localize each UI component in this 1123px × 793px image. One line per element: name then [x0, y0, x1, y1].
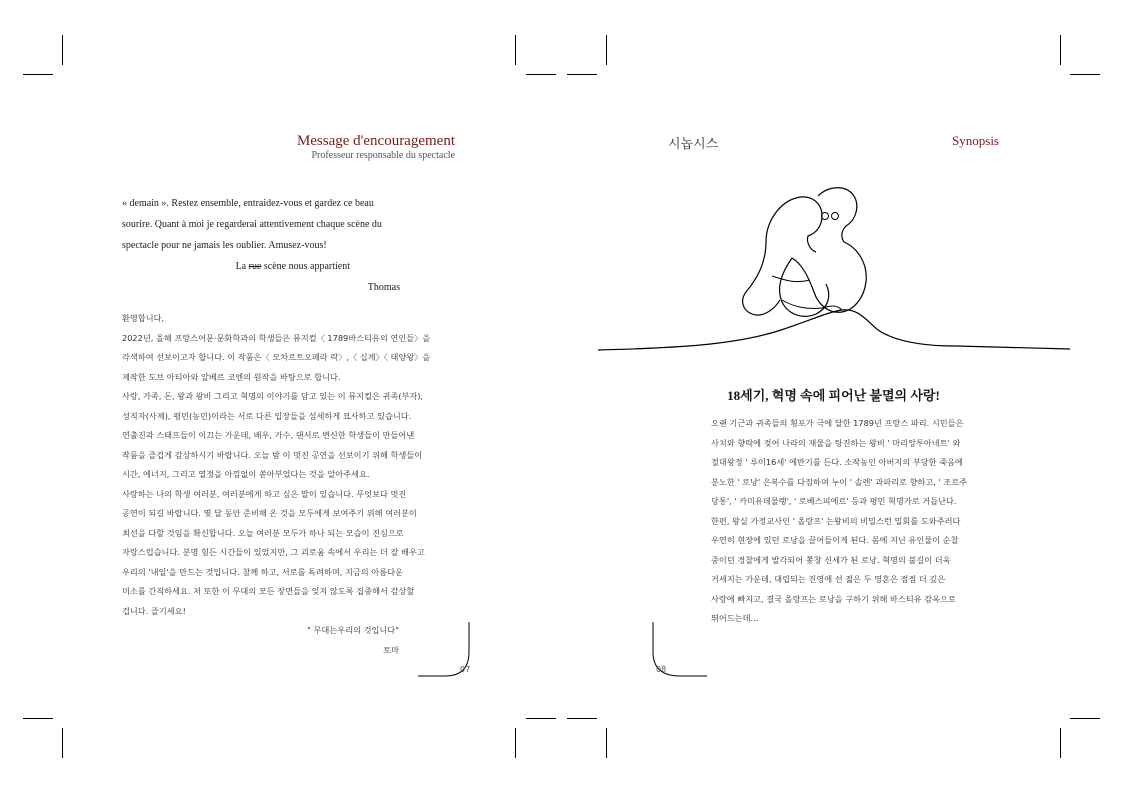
page-number: 08 — [656, 665, 667, 674]
crop-mark — [606, 728, 607, 758]
synopsis-title-fr: Synopsis — [952, 133, 999, 148]
french-message — [122, 193, 400, 298]
korean-line: 환영합니다, — [122, 313, 165, 323]
motto-line — [122, 256, 350, 277]
synopsis-line: 사랑에 빠지고, 결국 올랑프는 로낭을 구하기 위해 바스티유 감옥으로 — [711, 593, 956, 604]
korean-line: 겁니다. 즐기세요! — [122, 605, 186, 616]
crop-mark — [1060, 728, 1061, 758]
synopsis-line: 우연히 현장에 있던 로낭을 끌어들이게 된다. 몸에 지닌 유인물이 순찰 — [711, 535, 959, 545]
synopsis-title-ko: 시놉시스 — [668, 137, 719, 152]
french-line: « demain ». Restez ensemble, entraidez-vous et gardez ce beau — [122, 198, 374, 209]
synopsis-line: 분노한 ' 로낭' 은복수를 다짐하며 누이 ' 솔렌' 과파리로 향하고, ' 조르주 — [711, 476, 968, 487]
synopsis-line: 사치와 향락에 젖어 나라의 재물을 탕진하는 왕비 ' 마리앙투아네트' 와 — [711, 437, 961, 448]
crop-mark — [62, 35, 63, 65]
crop-mark — [23, 718, 53, 719]
crop-mark — [1070, 74, 1100, 75]
french-line: spectacle pour ne jamais les oublier. Amusez-vous! — [122, 240, 327, 251]
crop-mark — [606, 35, 607, 65]
synopsis-line: 절대왕정 ' 루이16세' 에반기를 든다. 소작농인 아버지의 부당한 죽음에 — [711, 457, 963, 467]
crop-mark — [567, 74, 597, 75]
crop-mark — [23, 74, 53, 75]
korean-line: 최선을 다할 것임을 확신합니다. 오늘 여러분 모두가 하나 되는 모습이 진심으로 — [122, 527, 404, 538]
korean-line: 각색하여 선보이고자 합니다. 이 작품은〈 모차르트오페라 락〉,〈 십계〉〈 태양왕〉을 — [122, 352, 431, 362]
korean-line: 제작한 도브 아티아와 알베르 코엔의 원작을 바탕으로 합니다. — [122, 371, 341, 382]
korean-line: 미소를 간직하세요. 저 또한 이 무대의 모든 장면들을 잊지 않도록 집중해서 감상할 — [122, 586, 415, 596]
page-subtitle: Professeur responsable du spectacle — [311, 150, 455, 161]
synopsis-line: 거세지는 가운데, 대립되는 진영에 선 젊은 두 영혼은 점점 더 깊은 — [711, 574, 946, 584]
korean-line: 사랑, 가족, 돈, 왕과 왕비 그리고 혁명의 이야기를 담고 있는 이 뮤지컬은 귀족(부자), — [122, 391, 424, 401]
crop-mark — [1070, 718, 1100, 719]
crop-mark — [62, 728, 63, 758]
korean-line: 성직자(사제), 평민(농민)이라는 서로 다른 입장들을 섬세하게 묘사하고 있습니다. — [122, 410, 412, 421]
quote-ko: " 무대는우리의 것입니다" — [307, 625, 399, 635]
page-title: Message d'encouragement — [296, 133, 455, 149]
synopsis-line: 당통', ' 카미유데물랭', ' 로베스피에르' 등과 평민 혁명가로 거듭난다. — [711, 496, 957, 506]
crop-mark — [526, 74, 556, 75]
synopsis-line: 중이던 경찰에게 발각되어 쫓창 신세가 된 로낭. 혁명의 불길이 더욱 — [711, 554, 951, 565]
synopsis-line: 뛰어드는데... — [711, 613, 759, 623]
motto-prefix: La — [235, 261, 249, 272]
korean-line: 연출진과 스태프들이 이끄는 가운데, 배우, 가수, 댄서로 변신한 학생들이 만들어낸 — [122, 430, 415, 440]
signature-ko: 토마 — [383, 644, 399, 655]
korean-line: 2022년, 올해 프랑스어문·문화학과의 학생들은 뮤지컬〈 1789바스티유의 연인들〉을 — [122, 332, 431, 343]
crop-mark — [567, 718, 597, 719]
synopsis-text — [711, 414, 981, 629]
korean-line: 자랑스럽습니다. 분명 힘든 시간들이 있었지만, 그 괴로움 속에서 우리는 더 잘 배우고 — [122, 547, 425, 557]
signature-fr: Thomas — [367, 282, 400, 293]
synopsis-line: 한편, 왕실 가정교사인 ' 올랑프' 는왕비의 비밀스런 밀회를 도와주러다 — [711, 515, 961, 526]
korean-line: 우리의 '내일'을 만드는 것입니다. 참께 하고, 서로를 독려하며, 지금의 아름다운 — [122, 566, 403, 577]
korean-line: 작품을 즐겁게 감상하시기 바랍니다. 오늘 밤 이 멋진 공연을 선보이기 위해 학생들이 — [122, 449, 423, 460]
motto-suffix: scène nous appartient — [261, 261, 350, 272]
crop-mark — [1060, 35, 1061, 65]
french-line: sourire. Quant à moi je regarderai attentivement chaque scène du — [122, 219, 382, 230]
page-number: 07 — [460, 665, 471, 674]
motto-struck-word: rue — [248, 261, 262, 272]
synopsis-line: 오랜 기근과 귀족들의 횡포가 극에 달한 1789년 프랑스 파리. 시민들은 — [711, 418, 964, 428]
synopsis-headline: 18세기, 혁명 속에 피어난 불멸의 사랑! — [727, 388, 940, 403]
couple-line-art-illustration — [596, 180, 1072, 356]
korean-message — [122, 309, 431, 660]
korean-line: 공연이 되길 바랍니다. 몇 달 동안 준비해 온 것을 모두에게 보여주기 위해 여러분이 — [122, 508, 417, 518]
crop-mark — [526, 718, 556, 719]
crop-mark — [515, 35, 516, 65]
korean-line: 시간, 에너지, 그리고 열정을 아낌없이 쏟아부었다는 것을 알아주세요. — [122, 469, 370, 479]
korean-line: 사랑하는 나의 학생 여러분, 여러분에게 하고 싶은 말이 있습니다. 무엇보다 멋진 — [122, 488, 407, 499]
crop-mark — [515, 728, 516, 758]
